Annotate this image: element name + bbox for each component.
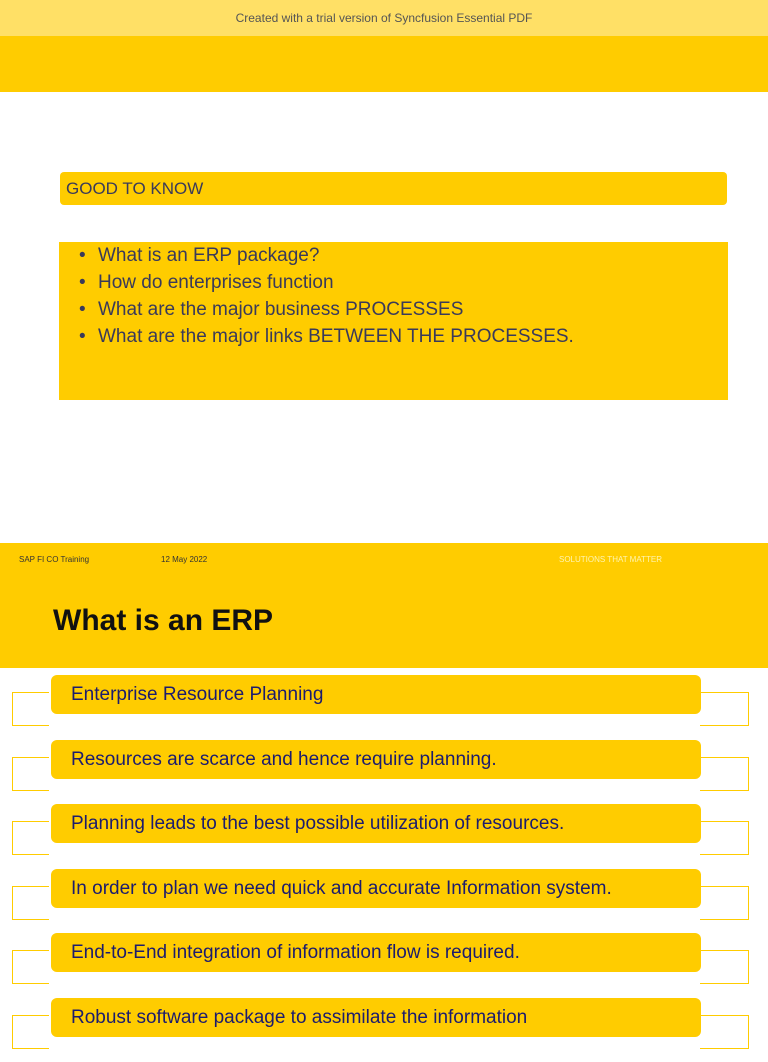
point-row [0,740,768,804]
footer-course: SAP FI CO Training [19,555,90,564]
list-item: • What are the major business PROCESSES [79,296,728,323]
trial-watermark-text: Created with a trial version of Syncfusion Essential PDF [235,11,533,25]
list-item: • What are the major links BETWEEN THE PROCESSES. [79,323,728,350]
bracket-left [12,821,49,855]
point-pill [51,869,701,908]
bracket-right [700,757,749,791]
footer-tagline: SOLUTIONS THAT MATTER [559,555,662,564]
bracket-right [700,886,749,920]
point-pill [51,675,701,714]
bracket-left [12,1015,49,1049]
bracket-left [12,950,49,984]
point-text: In order to plan we need quick and accurate Information system. [71,877,612,899]
bracket-left [12,757,49,791]
point-text: Enterprise Resource Planning [71,683,324,705]
point-row [0,933,768,997]
footer-date: 12 May 2022 [161,555,208,564]
list-item: • What is an ERP package? [79,242,728,269]
good-to-know-heading-text: GOOD TO KNOW [66,178,204,198]
bracket-right [700,950,749,984]
bracket-right [700,1015,749,1049]
point-row [0,675,768,739]
point-pill [51,933,701,972]
bracket-right [700,692,749,726]
header-band [0,36,768,92]
point-pill [51,998,701,1037]
point-row [0,869,768,933]
point-text: Robust software package to assimilate the information [71,1006,528,1028]
point-row [0,998,768,1062]
bracket-right [700,821,749,855]
slide-title: What is an ERP [53,604,274,637]
point-row [0,804,768,868]
good-to-know-heading [60,172,727,205]
bracket-left [12,886,49,920]
point-pill [51,740,701,779]
good-to-know-list-box [59,242,728,400]
list-item: • How do enterprises function [79,269,728,296]
good-to-know-list [79,242,728,350]
point-text: Resources are scarce and hence require planning. [71,748,497,770]
trial-watermark-banner [0,0,768,36]
point-pill [51,804,701,843]
bracket-left [12,692,49,726]
point-text: Planning leads to the best possible utilization of resources. [71,812,565,834]
point-text: End-to-End integration of information flow is required. [71,941,520,963]
